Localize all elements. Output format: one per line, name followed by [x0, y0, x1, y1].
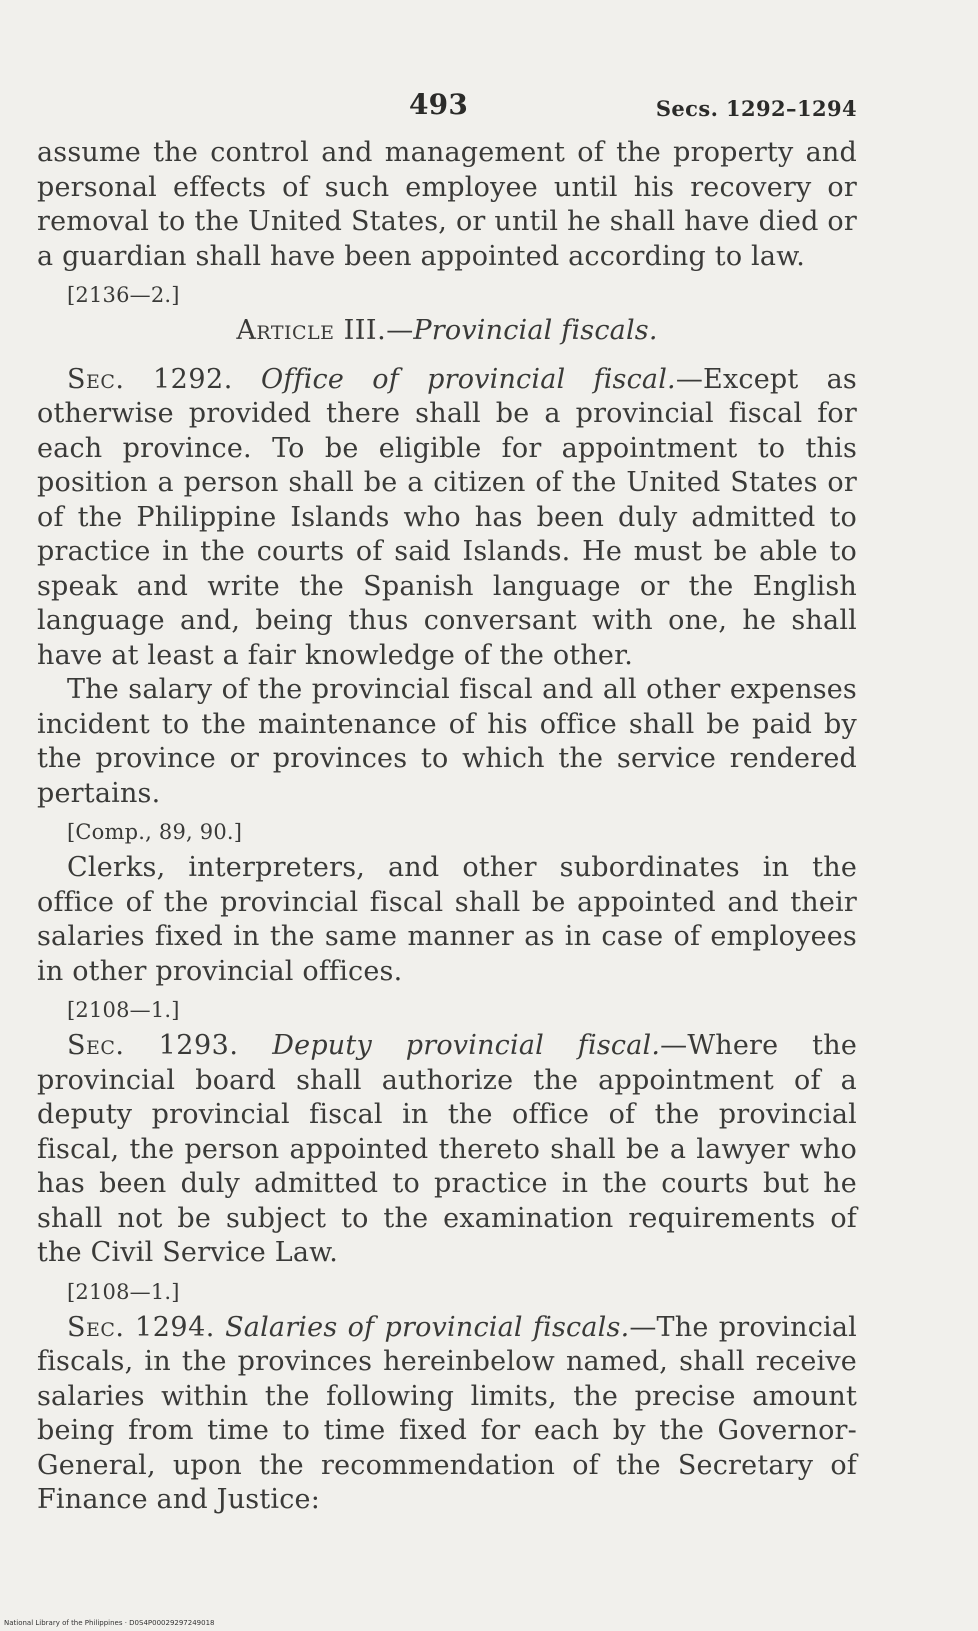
section-range: Secs. 1292–1294	[655, 96, 857, 121]
section-text: —Except as otherwise provided there shall be a provincial fiscal for each province. To be eligible for appointment to this position a person shall be a citizen of the United States or of the Philippine Islands who has been duly admitted to practice in the courts of said Islands. He must be able to speak and write the Spanish language or the English language and, being thus conversant with one, he shall have at least a fair knowledge of the other.	[37, 363, 857, 671]
page-header	[37, 88, 857, 136]
section-label: Sec. 1293.	[67, 1030, 239, 1061]
article-heading	[37, 314, 857, 349]
section-1294	[37, 1311, 857, 1518]
scan-footer: National Library of the Philippines · D0S4P00029297249018	[4, 1619, 215, 1627]
clerks-paragraph: Clerks, interpreters, and other subordinates in the office of the provincial fiscal shall be appointed and their salaries fixed in the same manner as in case of employees in other provincial offices.	[37, 852, 857, 987]
page	[37, 88, 857, 1518]
article-dash: —	[386, 315, 414, 346]
citation: [Comp., 89, 90.]	[67, 820, 243, 844]
section-text: —Where the provincial board shall authorize the appointment of a deputy provincial fiscal in the office of the provincial fiscal, the person appointed thereto shall be a lawyer who has been duly admitted to practice in the courts but he shall not be subject to the examination requirements of the Civil Service Law.	[37, 1030, 857, 1268]
section-label: Sec. 1294.	[67, 1311, 215, 1343]
citation: [2108—1.]	[67, 1279, 180, 1304]
article-title: Provincial fiscals.	[413, 315, 658, 346]
page-number: 493	[409, 88, 469, 121]
continuation-paragraph: assume the control and management of the property and personal effects of such employee until his recovery or removal to the United States, or until he shall have died or a guardian shall have been appointed according to law.	[37, 137, 857, 272]
section-1292	[37, 363, 857, 674]
article-label: Article III.	[236, 315, 387, 346]
section-title: Salaries of provincial fiscals.	[225, 1311, 630, 1343]
section-1293	[37, 1029, 857, 1271]
citation: [2136—2.]	[67, 283, 180, 307]
salary-paragraph: The salary of the provincial fiscal and all other expenses incident to the maintenance of his office shall be paid by the province or provinces to which the service rendered pertains.	[37, 674, 857, 809]
section-title: Office of provincial fiscal.	[261, 363, 676, 395]
citation: [2108—1.]	[67, 998, 180, 1022]
section-label: Sec. 1292.	[67, 363, 233, 395]
section-text: —The provincial fiscals, in the provinces hereinbelow named, shall receive salaries within the following limits, the precise amount being from time to time fixed for each by the Governor-General, upon the recommendation of the Secretary of Finance and Justice:	[37, 1311, 857, 1515]
section-title: Deputy provincial fiscal.	[272, 1030, 661, 1061]
